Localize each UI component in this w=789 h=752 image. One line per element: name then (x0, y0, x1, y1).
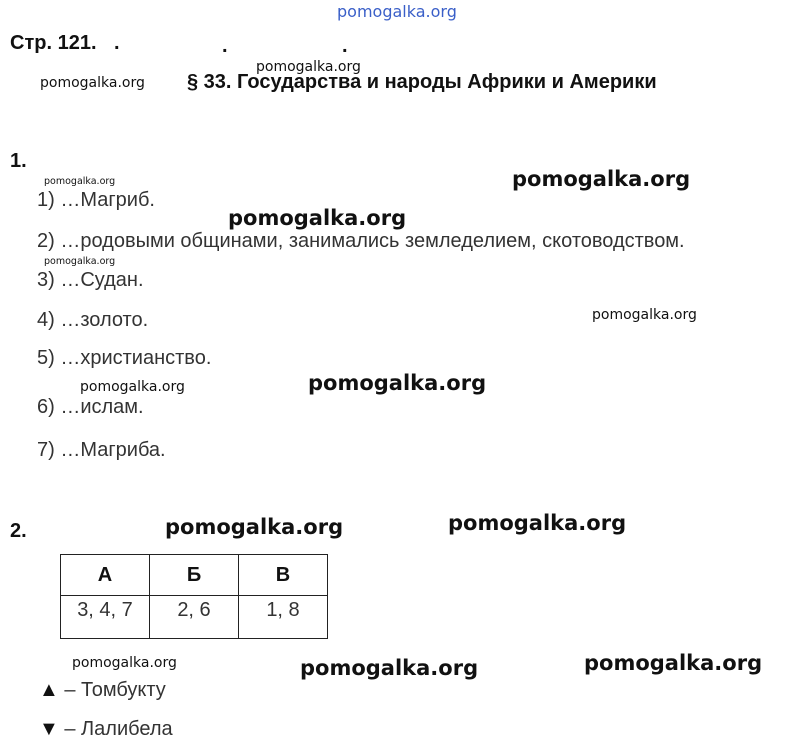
answer-2: 2) …родовыми общинами, занимались земледелием, скотоводством. (37, 230, 685, 252)
legend-item-tombouctou (39, 679, 166, 702)
watermark-left-mid: pomogalka.org (80, 379, 185, 395)
watermark-bottom-center: pomogalka.org (300, 656, 479, 680)
table-row (61, 596, 328, 639)
legend-item-lalibela (39, 718, 173, 741)
table-cell-b: 2, 6 (150, 596, 239, 639)
answer-7: 7) …Магриба. (37, 439, 166, 461)
watermark-left-header: pomogalka.org (40, 75, 145, 91)
triangle-down-icon: ▼ (39, 718, 59, 740)
watermark-bottom-left: pomogalka.org (72, 655, 177, 671)
answer-6: 6) …ислам. (37, 396, 144, 418)
table-header-b: Б (150, 555, 239, 596)
watermark-bottom-right: pomogalka.org (584, 651, 763, 675)
section-title: § 33. Государства и народы Африки и Америки (187, 71, 657, 93)
legend-label: – Томбукту (64, 679, 166, 701)
watermark-above-title: pomogalka.org (256, 59, 361, 75)
question-1-number: 1. (10, 150, 27, 172)
table-cell-v: 1, 8 (239, 596, 328, 639)
page-number-title: Стр. 121. (10, 32, 97, 54)
answer-3: 3) …Судан. (37, 269, 144, 291)
question-2-number: 2. (10, 520, 27, 542)
watermark-center-mid: pomogalka.org (308, 371, 487, 395)
table-header-v: В (239, 555, 328, 596)
watermark-center-q1: pomogalka.org (228, 206, 407, 230)
triangle-up-icon: ▲ (39, 679, 59, 701)
watermark-right-q1: pomogalka.org (512, 167, 691, 191)
table-header-row (61, 555, 328, 596)
watermark-top: pomogalka.org (337, 2, 457, 21)
table-cell-a: 3, 4, 7 (61, 596, 150, 639)
table-header-a: А (61, 555, 150, 596)
answer-5: 5) …христианство. (37, 347, 212, 369)
watermark-q2-center: pomogalka.org (165, 515, 344, 539)
watermark-small-2: pomogalka.org (44, 256, 116, 267)
watermark-right-mid: pomogalka.org (592, 307, 697, 323)
watermark-q2-right: pomogalka.org (448, 511, 627, 535)
watermark-small-1: pomogalka.org (44, 176, 116, 187)
answer-1: 1) …Магриб. (37, 189, 155, 211)
answer-4: 4) …золото. (37, 309, 149, 331)
legend-label: – Лалибела (64, 718, 173, 740)
answer-table (60, 554, 328, 639)
